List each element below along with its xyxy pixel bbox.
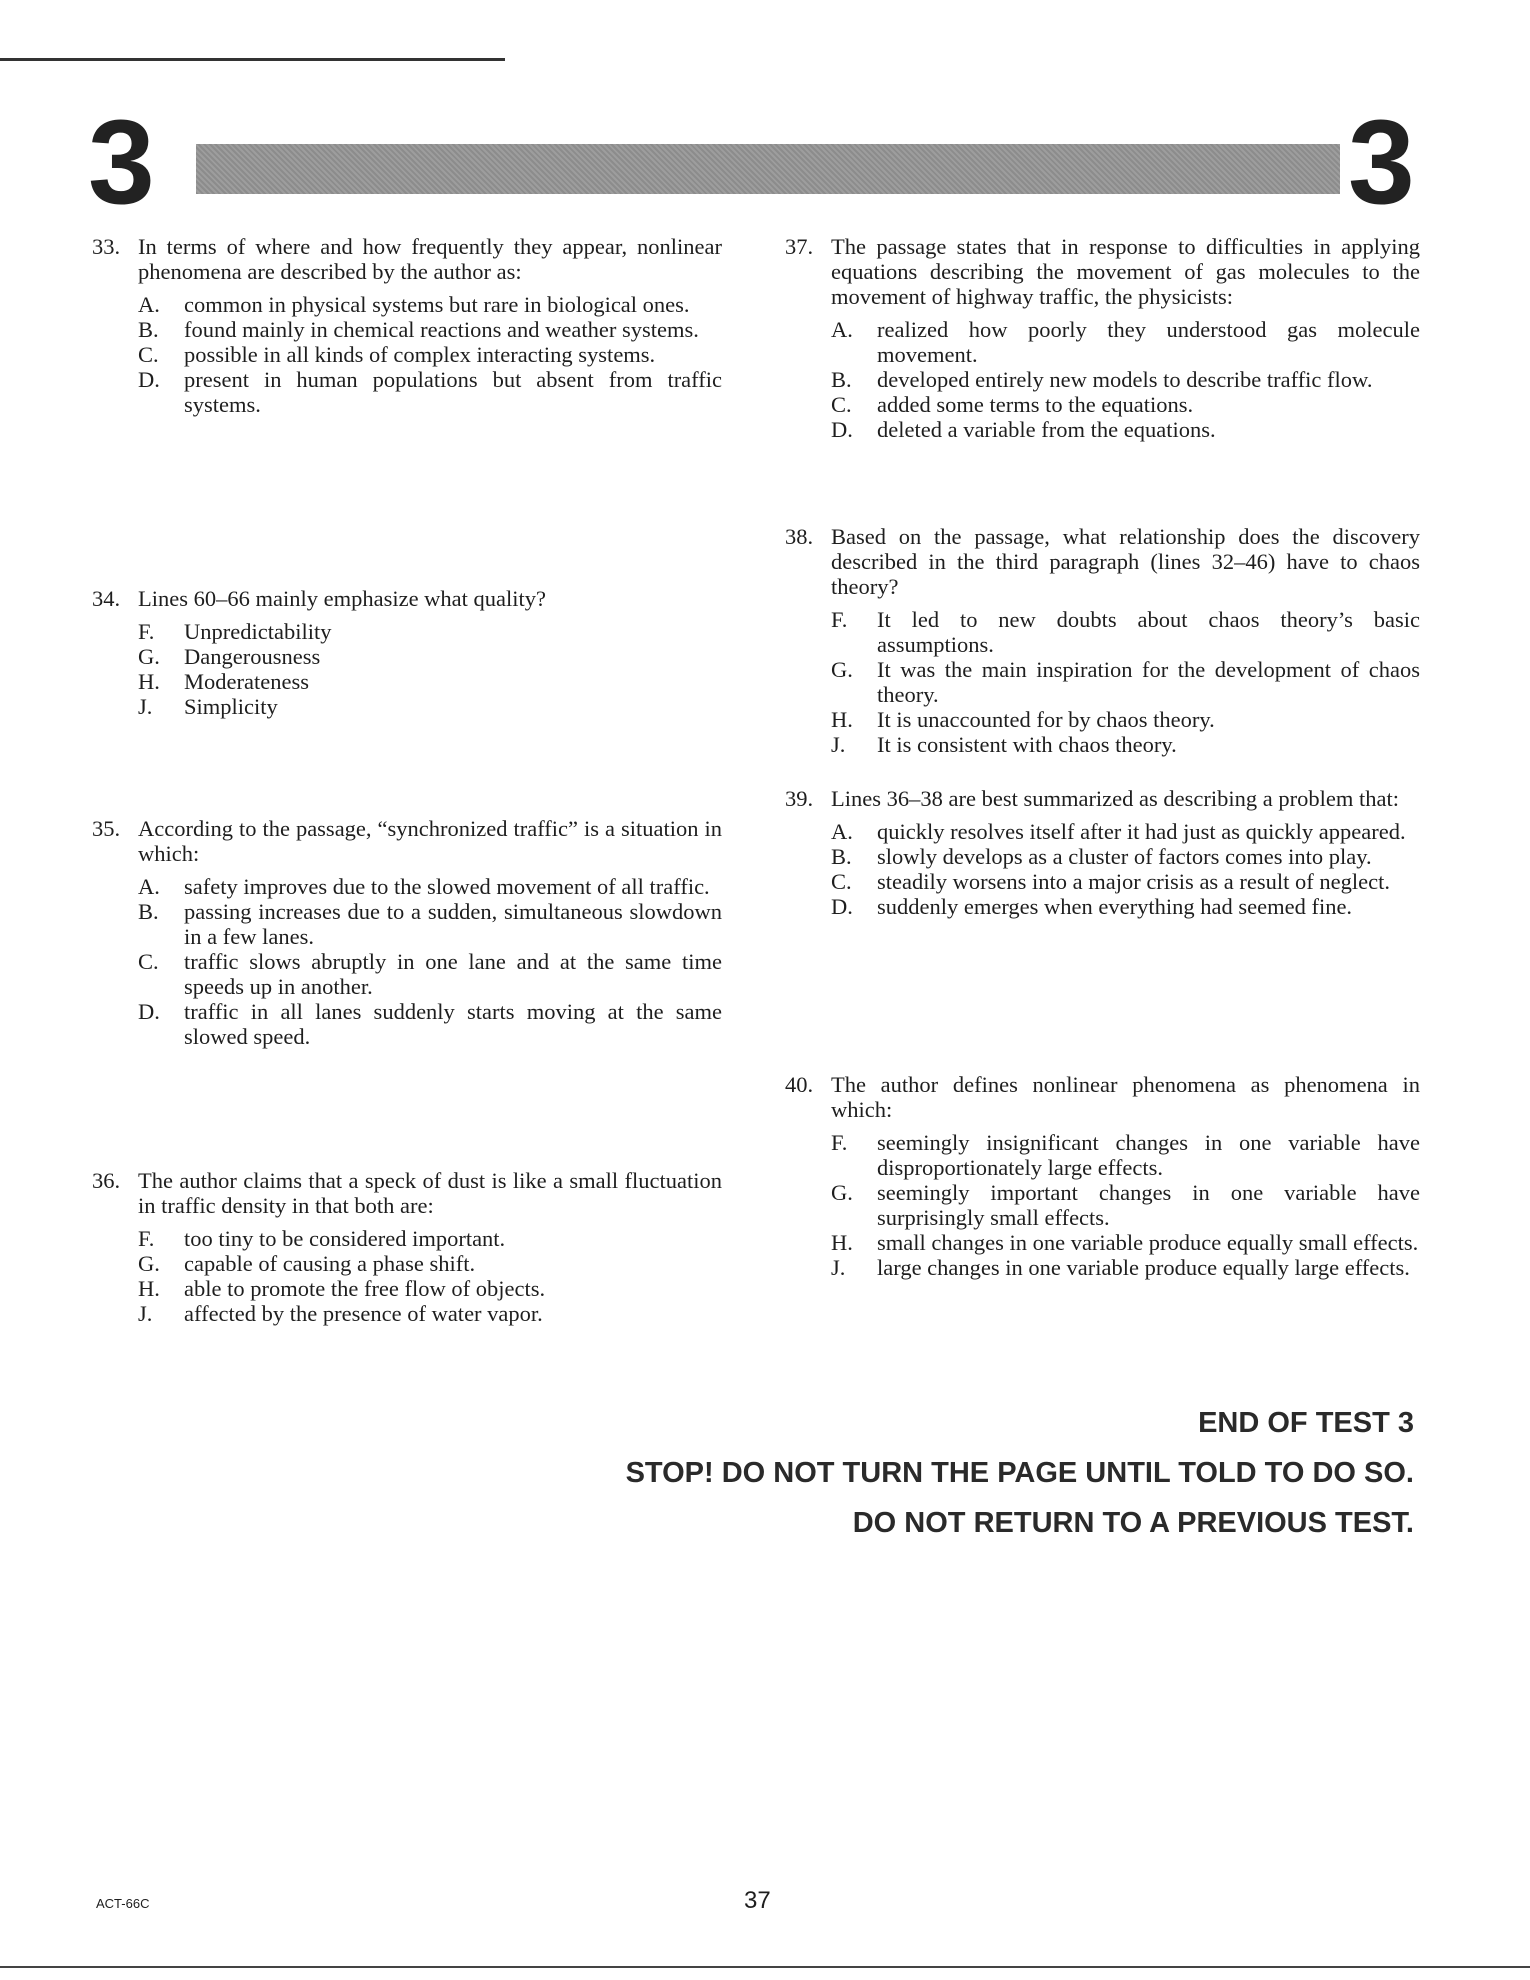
- answer-option[interactable]: [92, 1276, 722, 1301]
- option-text: steadily worsens into a major crisis as a result of neglect.: [877, 869, 1390, 894]
- option-letter: F.: [138, 619, 155, 644]
- option-letter: A.: [138, 292, 160, 317]
- option-text: passing increases due to a sudden, simultaneous slowdown in a few lanes.: [184, 899, 722, 949]
- question-stem: Based on the passage, what relationship does the discovery described in the third paragraph (lines 32–46) have to chaos theory?: [831, 524, 1420, 599]
- option-text: small changes in one variable produce equally small effects.: [877, 1230, 1419, 1255]
- question-stem: Lines 36–38 are best summarized as describing a problem that:: [831, 786, 1399, 811]
- answer-option[interactable]: [785, 819, 1420, 844]
- option-letter: D.: [138, 999, 160, 1024]
- question-stem: The author defines nonlinear phenomena as phenomena in which:: [831, 1072, 1420, 1122]
- option-letter: A.: [831, 819, 853, 844]
- answer-option[interactable]: [92, 669, 722, 694]
- option-text: possible in all kinds of complex interacting systems.: [184, 342, 656, 367]
- question-40: [785, 1072, 1420, 1280]
- answer-option[interactable]: [785, 392, 1420, 417]
- answer-option[interactable]: [92, 342, 722, 367]
- section-number-left: 3: [88, 95, 155, 229]
- option-letter: B.: [138, 899, 159, 924]
- question-36: [92, 1168, 722, 1326]
- answer-option[interactable]: [785, 607, 1420, 657]
- end-of-test-notice: [626, 1398, 1414, 1548]
- option-text: able to promote the free flow of objects.: [184, 1276, 546, 1301]
- option-letter: F.: [831, 1130, 848, 1155]
- question-number: 37.: [785, 234, 814, 259]
- option-letter: H.: [138, 1276, 160, 1301]
- answer-option[interactable]: [785, 732, 1420, 757]
- question-number: 35.: [92, 816, 121, 841]
- option-text: traffic slows abruptly in one lane and at the same time speeds up in another.: [184, 949, 722, 999]
- option-letter: F.: [138, 1226, 155, 1251]
- answer-option[interactable]: [92, 949, 722, 999]
- option-text: It is consistent with chaos theory.: [877, 732, 1177, 757]
- answer-option[interactable]: [92, 292, 722, 317]
- answer-option[interactable]: [92, 1301, 722, 1326]
- option-text: too tiny to be considered important.: [184, 1226, 506, 1251]
- option-text: present in human populations but absent from traffic systems.: [184, 367, 722, 417]
- option-letter: G.: [138, 644, 160, 669]
- answer-option[interactable]: [92, 1226, 722, 1251]
- answer-option[interactable]: [92, 619, 722, 644]
- question-34: [92, 586, 722, 719]
- answer-option[interactable]: [785, 367, 1420, 392]
- answer-option[interactable]: [785, 317, 1420, 367]
- option-letter: C.: [138, 342, 159, 367]
- option-text: It was the main inspiration for the development of chaos theory.: [877, 657, 1420, 707]
- option-letter: J.: [831, 732, 846, 757]
- option-letter: A.: [138, 874, 160, 899]
- option-text: affected by the presence of water vapor.: [184, 1301, 543, 1326]
- option-text: developed entirely new models to describe traffic flow.: [877, 367, 1373, 392]
- answer-option[interactable]: [785, 869, 1420, 894]
- question-37: [785, 234, 1420, 442]
- option-text: realized how poorly they understood gas molecule movement.: [877, 317, 1420, 367]
- question-number: 34.: [92, 586, 121, 611]
- question-number: 39.: [785, 786, 814, 811]
- question-number: 40.: [785, 1072, 814, 1097]
- answer-option[interactable]: [92, 874, 722, 899]
- option-letter: C.: [138, 949, 159, 974]
- option-text: Moderateness: [184, 669, 309, 694]
- question-38: [785, 524, 1420, 757]
- answer-option[interactable]: [92, 1251, 722, 1276]
- answer-option[interactable]: [92, 694, 722, 719]
- option-letter: G.: [831, 1180, 853, 1205]
- option-text: traffic in all lanes suddenly starts moving at the same slowed speed.: [184, 999, 722, 1049]
- option-text: It is unaccounted for by chaos theory.: [877, 707, 1215, 732]
- option-letter: J.: [831, 1255, 846, 1280]
- option-letter: C.: [831, 392, 852, 417]
- option-text: Simplicity: [184, 694, 278, 719]
- option-text: common in physical systems but rare in biological ones.: [184, 292, 690, 317]
- option-text: safety improves due to the slowed movement of all traffic.: [184, 874, 710, 899]
- option-letter: B.: [831, 844, 852, 869]
- question-stem: The author claims that a speck of dust is like a small fluctuation in traffic density in that both are:: [138, 1168, 722, 1218]
- option-text: Unpredictability: [184, 619, 332, 644]
- answer-option[interactable]: [785, 1255, 1420, 1280]
- option-letter: G.: [138, 1251, 160, 1276]
- answer-option[interactable]: [92, 317, 722, 342]
- option-letter: J.: [138, 694, 153, 719]
- stop-instruction: STOP! DO NOT TURN THE PAGE UNTIL TOLD TO DO SO.: [625, 1457, 1414, 1489]
- option-text: added some terms to the equations.: [877, 392, 1194, 417]
- answer-option[interactable]: [785, 417, 1420, 442]
- question-33: [92, 234, 722, 417]
- form-code: ACT-66C: [96, 1896, 150, 1911]
- question-stem: Lines 60–66 mainly emphasize what quality?: [138, 586, 547, 611]
- end-of-test-title: END OF TEST 3: [1198, 1407, 1414, 1439]
- question-stem: According to the passage, “synchronized traffic” is a situation in which:: [138, 816, 722, 866]
- option-letter: H.: [138, 669, 160, 694]
- option-text: seemingly insignificant changes in one variable have disproportionately large effects.: [877, 1130, 1420, 1180]
- question-number: 38.: [785, 524, 814, 549]
- option-text: capable of causing a phase shift.: [184, 1251, 476, 1276]
- answer-option[interactable]: [92, 367, 722, 417]
- option-text: large changes in one variable produce equally large effects.: [877, 1255, 1410, 1280]
- answer-option[interactable]: [92, 899, 722, 949]
- option-letter: C.: [831, 869, 852, 894]
- page-number: 37: [744, 1887, 771, 1914]
- answer-option[interactable]: [785, 1230, 1420, 1255]
- option-text: found mainly in chemical reactions and weather systems.: [184, 317, 699, 342]
- option-text: Dangerousness: [184, 644, 321, 669]
- section-banner: [196, 144, 1340, 194]
- option-letter: B.: [831, 367, 852, 392]
- top-rule: [0, 58, 505, 61]
- option-text: deleted a variable from the equations.: [877, 417, 1216, 442]
- return-instruction: DO NOT RETURN TO A PREVIOUS TEST.: [852, 1507, 1414, 1539]
- option-text: seemingly important changes in one variable have surprisingly small effects.: [877, 1180, 1420, 1230]
- option-letter: A.: [831, 317, 853, 342]
- answer-option[interactable]: [92, 999, 722, 1049]
- option-letter: G.: [831, 657, 853, 682]
- option-letter: F.: [831, 607, 848, 632]
- option-letter: B.: [138, 317, 159, 342]
- section-number-right: 3: [1348, 95, 1415, 229]
- bottom-rule: [0, 1966, 1530, 1968]
- question-number: 36.: [92, 1168, 121, 1193]
- option-text: slowly develops as a cluster of factors comes into play.: [877, 844, 1372, 869]
- question-stem: In terms of where and how frequently they appear, nonlinear phenomena are described by the author as:: [138, 234, 722, 284]
- option-letter: H.: [831, 1230, 853, 1255]
- answer-option[interactable]: [785, 707, 1420, 732]
- answer-option[interactable]: [785, 844, 1420, 869]
- option-letter: D.: [138, 367, 160, 392]
- question-number: 33.: [92, 234, 121, 259]
- answer-option[interactable]: [785, 1180, 1420, 1230]
- option-letter: H.: [831, 707, 853, 732]
- option-text: It led to new doubts about chaos theory’s basic assumptions.: [877, 607, 1420, 657]
- question-stem: The passage states that in response to difficulties in applying equations describing the movement of gas molecules to the movement of highway traffic, the physicists:: [831, 234, 1420, 309]
- question-39: [785, 786, 1420, 919]
- answer-option[interactable]: [92, 644, 722, 669]
- option-text: quickly resolves itself after it had just as quickly appeared.: [877, 819, 1406, 844]
- option-letter: D.: [831, 894, 853, 919]
- option-text: suddenly emerges when everything had seemed fine.: [877, 894, 1353, 919]
- question-35: [92, 816, 722, 1049]
- answer-option[interactable]: [785, 894, 1420, 919]
- answer-option[interactable]: [785, 657, 1420, 707]
- answer-option[interactable]: [785, 1130, 1420, 1180]
- option-letter: J.: [138, 1301, 153, 1326]
- option-letter: D.: [831, 417, 853, 442]
